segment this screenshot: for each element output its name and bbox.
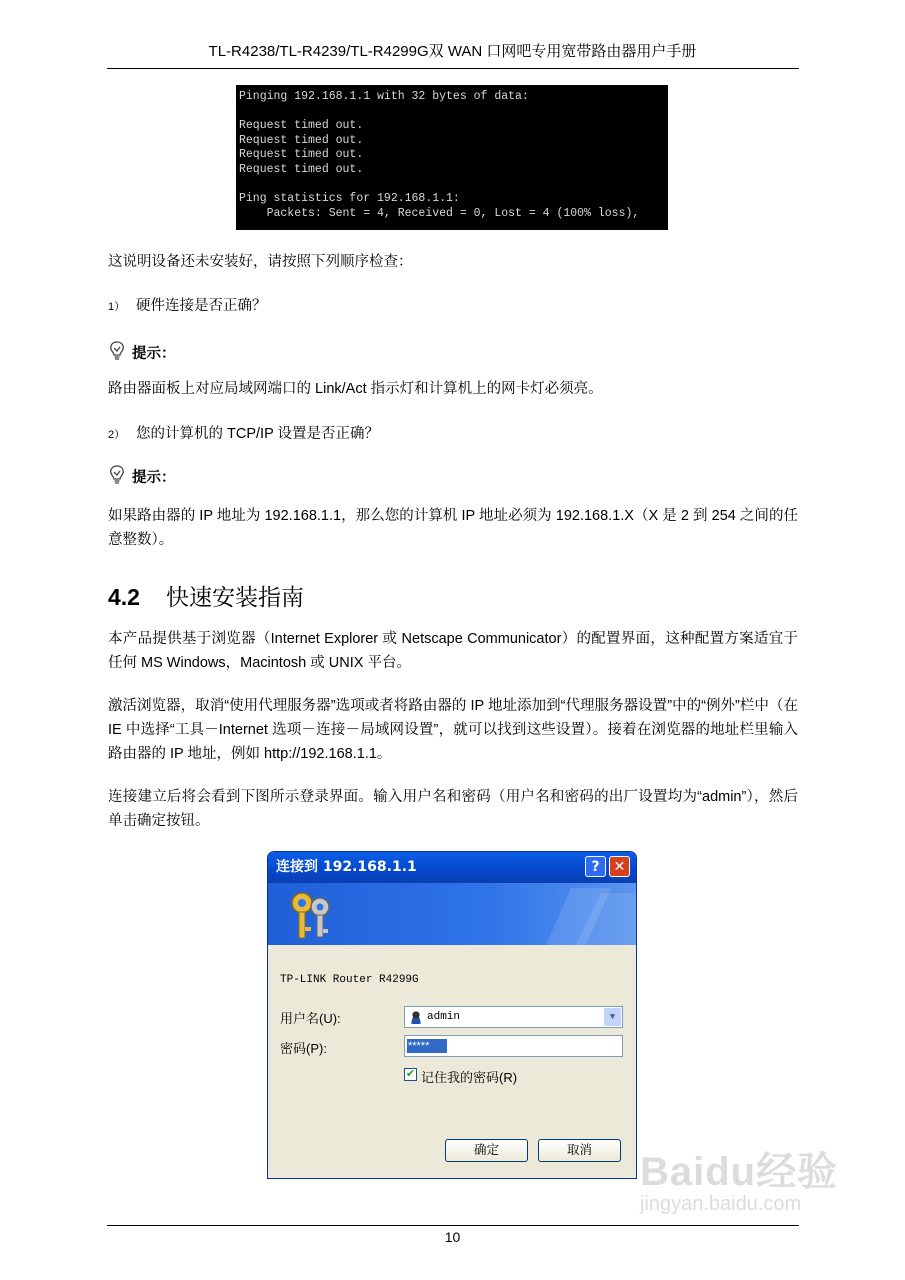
keys-icon	[282, 887, 342, 945]
password-input[interactable]	[404, 1035, 623, 1057]
paragraph-proxy: 激活浏览器，取消“使用代理服务器”选项或者将路由器的 IP 地址添加到“代理服务器设置”中的“例外”栏中（在 IE 中选择“工具－Internet 选项－连接－局域网设置”，就可以找到这些设置）。接着在浏览器的地址栏里输入路由器的 IP 地址，例如 http://192.168.1.1。	[108, 698, 798, 762]
tip-1-label: 提示：	[132, 346, 176, 362]
page-number: 10	[444, 1229, 461, 1245]
login-dialog	[267, 851, 637, 1179]
console-line: Pinging 192.168.1.1 with 32 bytes of data:	[239, 90, 529, 103]
check-item-2	[108, 422, 379, 443]
watermark	[640, 1140, 838, 1216]
console-line: Request timed out.	[239, 162, 364, 176]
check-item-1	[108, 294, 267, 315]
router-name: TP-LINK Router R4299G	[280, 974, 419, 986]
watermark-brand: Baidu经验	[640, 1150, 839, 1194]
banner-decoration-icon	[526, 883, 636, 945]
help-button[interactable]: ?	[585, 856, 606, 877]
tip-icon	[108, 341, 126, 361]
remember-password-label[interactable]: 记住我的密码(R)	[421, 1070, 518, 1085]
remember-password-checkbox[interactable]: ✔	[405, 1068, 416, 1080]
tip-1-text: 路由器面板上对应局域网端口的 Link/Act 指示灯和计算机上的网卡灯必须亮。	[108, 381, 603, 397]
close-button[interactable]: ✕	[609, 856, 630, 877]
dialog-title: 连接到 192.168.1.1	[276, 859, 417, 875]
tip-2-text: 如果路由器的 IP 地址为 192.168.1.1，那么您的计算机 IP 地址必须为 192.168.1.X（X 是 2 到 254 之间的任意整数）。	[108, 508, 798, 548]
intro-text: 这说明设备还未安装好，请按照下列顺序检查：	[108, 254, 413, 270]
check-item-2-number: 2）	[108, 429, 126, 441]
username-combobox[interactable]	[404, 1006, 623, 1028]
page-header: TL-R4238/TL-R4239/TL-R4299G双 WAN 口网吧专用宽带路由器用户手册	[208, 43, 697, 60]
tip-2-heading	[108, 465, 176, 487]
user-icon	[409, 1010, 423, 1024]
chevron-down-icon[interactable]: ▼	[604, 1008, 621, 1026]
console-line: Request timed out.	[239, 133, 364, 147]
console-line: Packets: Sent = 4, Received = 0, Lost = 4 (100% loss),	[239, 206, 640, 220]
console-line: Request timed out.	[239, 119, 364, 133]
username-value: admin	[427, 1011, 461, 1023]
tip-1-heading	[108, 341, 176, 363]
password-value: *****	[407, 1039, 447, 1053]
section-heading	[108, 579, 304, 612]
username-label: 用户名(U):	[280, 1011, 341, 1026]
check-item-2-text: 您的计算机的 TCP/IP 设置是否正确？	[136, 426, 380, 442]
dialog-titlebar	[268, 852, 636, 883]
header-divider	[107, 68, 799, 69]
check-item-1-text: 硬件连接是否正确？	[136, 298, 267, 314]
footer-divider	[107, 1225, 799, 1226]
password-label: 密码(P):	[280, 1041, 327, 1056]
dialog-banner	[268, 883, 636, 945]
console-line: Ping statistics for 192.168.1.1:	[239, 192, 460, 206]
console-line	[239, 105, 668, 120]
paragraph-browser: 本产品提供基于浏览器（Internet Explorer 或 Netscape Communicator）的配置界面，这种配置方案适宜于任何 MS Windows，Macintosh 或 UNIX 平台。	[108, 631, 798, 671]
watermark-url: jingyan.baidu.com	[640, 1193, 802, 1215]
check-item-1-number: 1）	[108, 301, 126, 313]
console-output	[236, 85, 668, 230]
tip-icon	[108, 465, 126, 485]
cancel-button[interactable]: 取消	[538, 1139, 621, 1162]
tip-2-label: 提示：	[132, 470, 176, 486]
ok-button[interactable]: 确定	[445, 1139, 528, 1162]
section-title: 快速安装指南	[166, 584, 304, 610]
section-number: 4.2	[108, 584, 140, 610]
paragraph-login: 连接建立后将会看到下图所示登录界面。输入用户名和密码（用户名和密码的出厂设置均为“admin”），然后单击确定按钮。	[108, 789, 798, 829]
console-line: Request timed out.	[239, 148, 364, 162]
console-line	[239, 178, 668, 193]
